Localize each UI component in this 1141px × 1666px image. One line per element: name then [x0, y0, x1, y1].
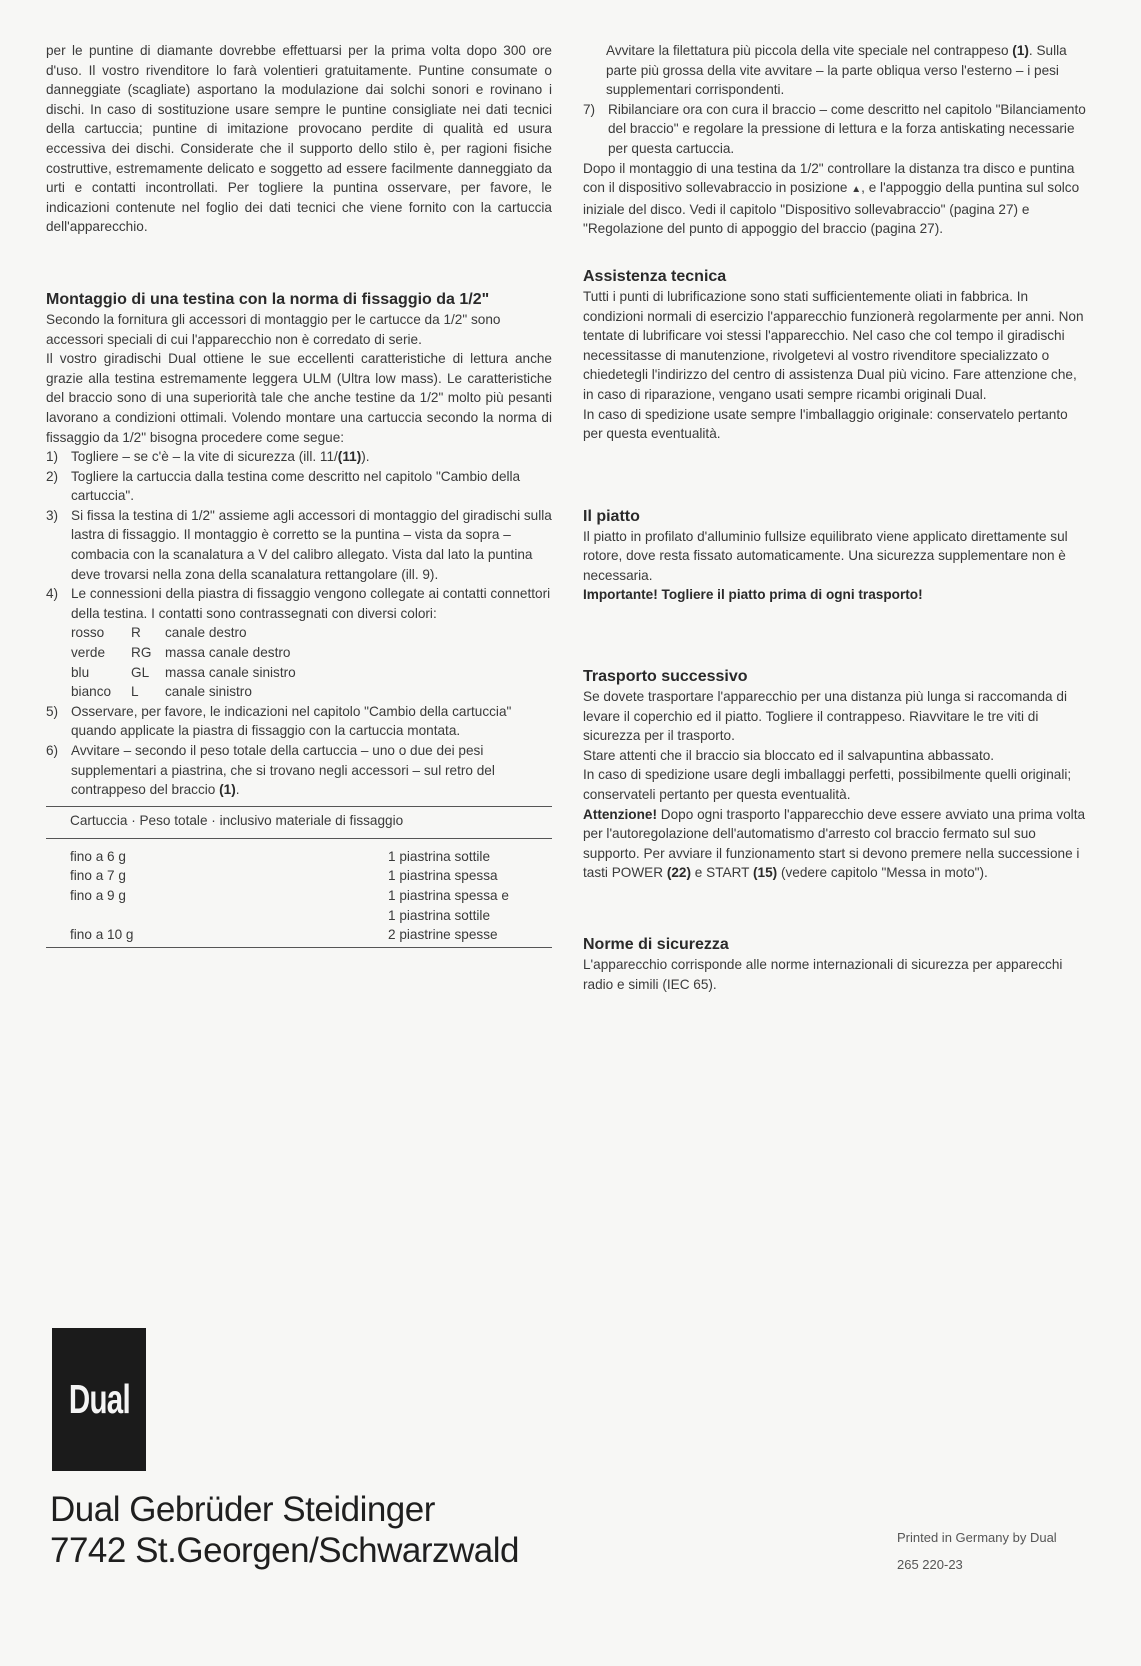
step-number: 5)	[46, 703, 59, 719]
color-row	[71, 663, 552, 683]
color-row	[71, 643, 552, 663]
step-number: 2)	[46, 468, 59, 484]
desc-cell: 2 piastrine spesse	[388, 925, 552, 947]
color-desc: massa canale sinistro	[165, 664, 296, 680]
step-number: 4)	[46, 586, 59, 602]
norme-p1: L'apparecchio corrisponde alle norme internazionali di sicurezza per apparecchi radio e simili (IEC 65).	[583, 957, 1063, 992]
table-row	[46, 866, 552, 886]
assistenza-p2: In caso di spedizione usate sempre l'imballaggio originale: conservatelo pertanto per questa eventualità.	[583, 406, 1068, 442]
table-header: Cartuccia · Peso totale · inclusivo materiale di fissaggio	[46, 806, 552, 839]
color-row	[71, 623, 552, 643]
lift-up-icon: ▲	[851, 184, 862, 196]
after-mount-paragraph	[583, 159, 1091, 239]
norme-section	[583, 935, 1091, 994]
piatto-p1: Il piatto in profilato d'alluminio fullsize equilibrato viene applicato direttamente sul rotore, dove resta fissato automaticamente. Una sicurezza supplementare non è necessaria.	[583, 528, 1068, 583]
printed-in: Printed in Germany by Dual	[897, 1530, 1057, 1545]
step-number: 7)	[583, 101, 596, 117]
montaggio-section	[46, 290, 552, 948]
print-info	[897, 1524, 1057, 1578]
step-number: 3)	[46, 507, 59, 523]
step-text: Si fissa la testina di 1/2" assieme agli accessori di montaggio del giradischi sulla lastra di fissaggio. Il montaggio è corretto se la puntina – vista da sopra – combacia con la scanalatura a V del calibro allegato. Vista dal lato la puntina deve trovarsi nella zona della scanalatura rettangolare (ill. 9).	[71, 507, 552, 582]
assistenza-p1: Tutti i punti di lubrificazione sono stati sufficientemente oliati in fabbrica. In condizioni normali di esercizio l'apparecchio funzionerà regolarmente per anni. Non tentate di lubrificare voi stessi l'apparecchio. Nel caso che col tempo il giradischi necessitasse di manutenzione, rivolgetevi al vostro rivenditore specializzato o chiedetegli l'indirizzo del centro di assistenza Dual più vicino. Fare attenzione che, in caso di riparazione, vengano usati sempre ricambi originali Dual.	[583, 288, 1084, 402]
montaggio-title: Montaggio di una testina con la norma di fissaggio da 1/2"	[46, 290, 490, 308]
step-4	[46, 584, 552, 623]
color-desc: canale sinistro	[165, 684, 252, 700]
cont-paragraph	[583, 41, 1091, 100]
step-7	[583, 100, 1091, 159]
ref-number: (22)	[666, 865, 692, 881]
color-name: verde	[71, 645, 106, 661]
desc-cell: 1 piastrina sottile	[388, 907, 491, 923]
trasporto-p4-text-b: e START	[691, 865, 753, 881]
cont-text: Avvitare la filettatura più piccola della vite speciale nel contrappeso	[606, 43, 1013, 58]
piatto-title: Il piatto	[583, 507, 640, 525]
norme-title: Norme di sicurezza	[583, 936, 729, 953]
step-text: Osservare, per favore, le indicazioni nel capitolo "Cambio della cartuccia" quando applicate la piastra di fissaggio con la cartuccia montata.	[71, 703, 512, 739]
step-text: Ribilanciare ora con cura il braccio – come descritto nel capitolo "Bilanciamento del braccio" e regolare la pressione di lettura e la forza antiskating necessarie per questa cartuccia.	[608, 101, 1086, 156]
montaggio-steps-cont	[46, 702, 552, 800]
cont-text-end: . Sulla parte più grossa della vite avvitare – la parte obliqua verso l'esterno – i pesi supplementari corrispondenti.	[606, 43, 1067, 98]
table-row	[46, 839, 552, 847]
step-5	[46, 702, 552, 741]
weight-cell: fino a 10 g	[46, 925, 388, 947]
piatto-section	[583, 507, 1091, 605]
color-desc: canale destro	[165, 625, 247, 641]
table-header-row	[46, 806, 552, 839]
color-code: GL	[131, 664, 150, 680]
color-codes	[71, 623, 552, 701]
step-1	[46, 447, 552, 467]
step-6	[46, 741, 552, 800]
color-code: RG	[131, 645, 152, 661]
step-text-end: .	[235, 782, 240, 798]
table-row	[46, 925, 552, 947]
weights-table	[46, 806, 552, 948]
assistenza-section	[583, 267, 1091, 444]
montaggio-p1: Secondo la fornitura gli accessori di montaggio per le cartucce da 1/2" sono accessori speciali di cui l'apparecchio non è corredato di serie.	[46, 311, 501, 347]
table-row	[46, 906, 552, 926]
color-row	[71, 682, 552, 702]
after-mount-text-end: , e l'appoggio della puntina sul solco iniziale del disco. Vedi il capitolo "Dispositivo sollevabraccio" (pagina 27) e "Regolazione del punto di appoggio del braccio (pagina 27).	[583, 180, 1080, 237]
after-mount-text: Dopo il montaggio di una testina da 1/2" controllare la distanza tra disco e puntina con il dispositivo sollevabraccio in posizione	[583, 160, 1075, 196]
desc-cell: 1 piastrina sottile	[388, 848, 491, 864]
step-3	[46, 506, 552, 584]
dual-logo	[52, 1328, 146, 1471]
step-number: 1)	[46, 449, 59, 465]
company-city: 7742 St.Georgen/Schwarzwald	[50, 1531, 519, 1570]
assistenza-title: Assistenza tecnica	[583, 267, 727, 285]
montaggio-p2: Il vostro giradischi Dual ottiene le sue eccellenti caratteristiche di lettura anche grazie alla testina estremamente leggera ULM (Ultra low mass). Le caratteristiche del braccio sono di una superiorità tale che anche testine da 1/2" molto più pesanti lavorano a condizioni ottimali. Volendo montare una cartuccia secondo la norma di fissaggio da 1/2" bisogna procedere come segue:	[46, 351, 552, 445]
step-number: 6)	[46, 743, 59, 758]
step-2	[46, 467, 552, 506]
trasporto-p2: Stare attenti che il braccio sia bloccato ed il salvapuntina abbassato.	[583, 747, 995, 763]
table-row	[46, 847, 552, 867]
trasporto-p4	[583, 805, 1091, 883]
color-code: L	[131, 684, 139, 700]
company-name: Dual Gebrüder Steidinger	[50, 1490, 435, 1529]
step-text: Togliere – se c'è – la vite di sicurezza (ill. 11/	[71, 449, 338, 465]
step-text: Togliere la cartuccia dalla testina come descritto nel capitolo "Cambio della cartuccia".	[71, 468, 521, 504]
color-code: R	[131, 625, 141, 641]
attention-label: Attenzione!	[583, 806, 658, 822]
desc-cell: 1 piastrina spessa	[388, 868, 498, 884]
trasporto-p3: In caso di spedizione usare degli imballaggi perfetti, possibilmente quelli originali; conservateli pertanto per questa eventualità.	[583, 767, 1072, 803]
company-address	[50, 1489, 519, 1571]
logo-text: Dual	[68, 1376, 130, 1422]
desc-cell: 1 piastrina spessa e	[388, 888, 509, 904]
stylus-paragraph: per le puntine di diamante dovrebbe effettuarsi per la prima volta dopo 300 ore d'uso. Il vostro rivenditore lo farà volentieri gratuitamente. Puntine consumate o danneggiate (scagliate) asportano la modulazione dai solchi sonori e rovinano i dischi. In caso di sostituzione usare sempre le puntine consigliate nei dati tecnici della cartuccia; puntine di imitazione provocano perdite di qualità ed usura eccessiva dei dischi. Considerate che il supporto dello stilo è, per ragioni fisiche costruttive, estremamente delicato e soggetto ad essere facilmente danneggiato da urti e contatti incontrollati. Per togliere la puntina osservare, per favore, le indicazioni contenute nel foglio dei dati tecnici che viene fornito con la cartuccia dell'apparecchio.	[46, 43, 552, 235]
ref-number: (15)	[752, 865, 778, 881]
step-7-list	[583, 100, 1091, 159]
step-text-end: ).	[361, 449, 370, 465]
left-column	[46, 41, 552, 948]
right-column	[583, 41, 1091, 994]
weight-cell	[46, 906, 388, 926]
color-name: blu	[71, 664, 90, 680]
weight-cell: fino a 9 g	[70, 888, 126, 904]
trasporto-p4-text: Dopo ogni trasporto l'apparecchio deve essere avviato una prima volta per l'autoregolazione dell'automatismo d'arresto col braccio fermato sul suo supporto. Per avviare il funzionamento start si devono premere nella successione i tasti POWER	[583, 806, 1086, 881]
trasporto-section	[583, 667, 1091, 883]
trasporto-p4-text-c: (vedere capitolo "Messa in moto").	[777, 865, 988, 881]
ref-number: (11)	[337, 449, 362, 465]
color-name: bianco	[71, 684, 112, 700]
weight-cell: fino a 6 g	[70, 848, 126, 864]
color-name: rosso	[71, 625, 105, 641]
document-code: 265 220-23	[897, 1557, 963, 1572]
weight-cell: fino a 7 g	[70, 868, 126, 884]
step-text: Le connessioni della piastra di fissaggio vengono collegate ai contatti connettori della testina. I contatti sono contrassegnati con diversi colori:	[71, 586, 551, 621]
piatto-important: Importante! Togliere il piatto prima di ogni trasporto!	[583, 587, 923, 603]
table-row	[46, 886, 552, 906]
trasporto-title: Trasporto successivo	[583, 668, 748, 686]
trasporto-p1: Se dovete trasportare l'apparecchio per una distanza più lunga si raccomanda di levare il coperchio ed il piatto. Togliere il contrappeso. Riavvitare le tre viti di sicurezza per il trasporto.	[583, 689, 1067, 744]
step-text: Avvitare – secondo il peso totale della cartuccia – uno o due dei pesi supplementari a piastrina, che si trovano negli accessori – sul retro del contrappeso del braccio	[71, 743, 495, 798]
color-desc: massa canale destro	[165, 645, 291, 661]
ref-number: (1)	[1012, 43, 1029, 58]
montaggio-steps	[46, 447, 552, 623]
ref-number: (1)	[219, 782, 236, 798]
